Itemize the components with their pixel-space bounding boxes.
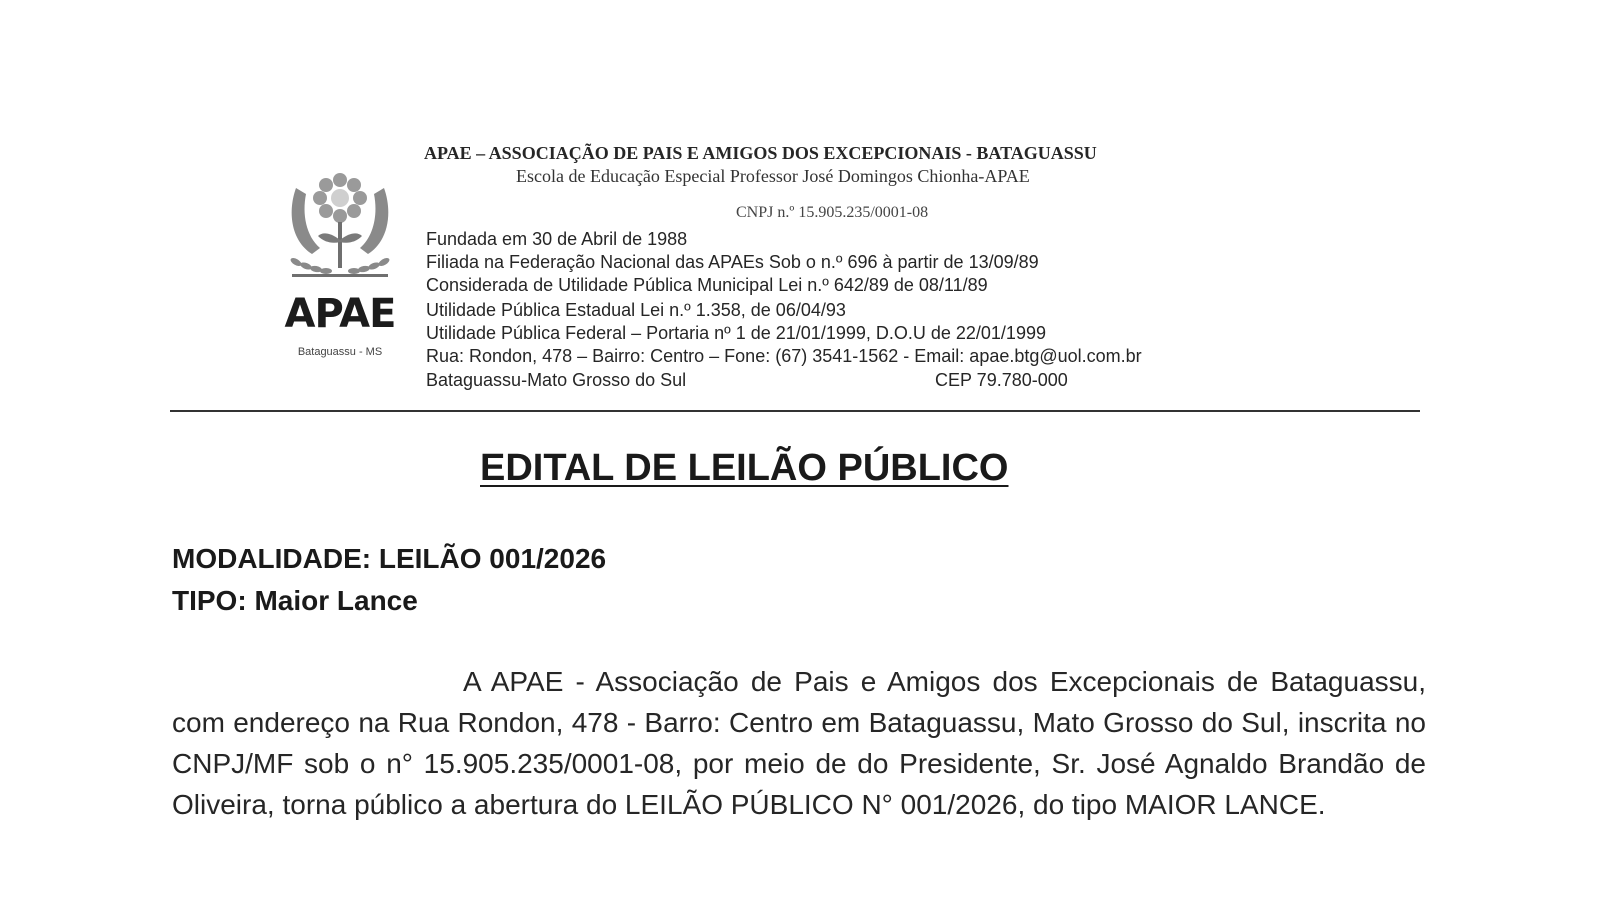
flower-hands-emblem-icon (282, 170, 398, 298)
header-info-line: Utilidade Pública Estadual Lei n.º 1.358, de 06/04/93 (426, 300, 846, 320)
modalidade-line: MODALIDADE: LEILÃO 001/2026 (172, 543, 607, 574)
logo-wordmark: APAE (284, 291, 396, 337)
header-divider (170, 410, 1420, 412)
body-paragraph: A APAE - Associação de Pais e Amigos dos Excepcionais de Bataguassu, com endereço na Rua Rondon, 478 - Barro: Centro em Bataguassu, Mato Grosso do Sul, inscrita no CNPJ/MF sob o n° 15.905.235/0001-08, por meio de do Presidente, Sr. José Agnaldo Brandão de Oliveira, torna público a abertura do LEILÃO PÚBLICO N° 001/2026, do tipo MAIOR LANCE. (172, 666, 1426, 820)
header-address-line: Rua: Rondon, 478 – Bairro: Centro – Fone: (67) 3541-1562 - Email: apae.btg@uol.com.br (426, 346, 1142, 366)
apae-logo (278, 170, 402, 360)
tipo-line: TIPO: Maior Lance (172, 585, 418, 616)
school-name: Escola de Educação Especial Professor José Domingos Chionha-APAE (516, 166, 1030, 186)
header-cep: CEP 79.780-000 (935, 370, 1068, 390)
header-info-line: Utilidade Pública Federal – Portaria nº 1 de 21/01/1999, D.O.U de 22/01/1999 (426, 323, 1046, 343)
header-info-line: Considerada de Utilidade Pública Municipal Lei n.º 642/89 de 08/11/89 (426, 275, 988, 295)
header-city-line: Bataguassu-Mato Grosso do Sul (426, 370, 687, 390)
cnpj-line: CNPJ n.º 15.905.235/0001-08 (736, 204, 929, 221)
header-info-line: Filiada na Federação Nacional das APAEs Sob o n.º 696 à partir de 13/09/89 (426, 252, 1039, 272)
document-title: EDITAL DE LEILÃO PÚBLICO (480, 447, 1009, 489)
logo-city: Bataguassu - MS (297, 346, 383, 358)
organization-name: APAE – ASSOCIAÇÃO DE PAIS E AMIGOS DOS EXCEPCIONAIS - BATAGUASSU (424, 143, 1097, 163)
header-info-line: Fundada em 30 de Abril de 1988 (426, 229, 688, 249)
